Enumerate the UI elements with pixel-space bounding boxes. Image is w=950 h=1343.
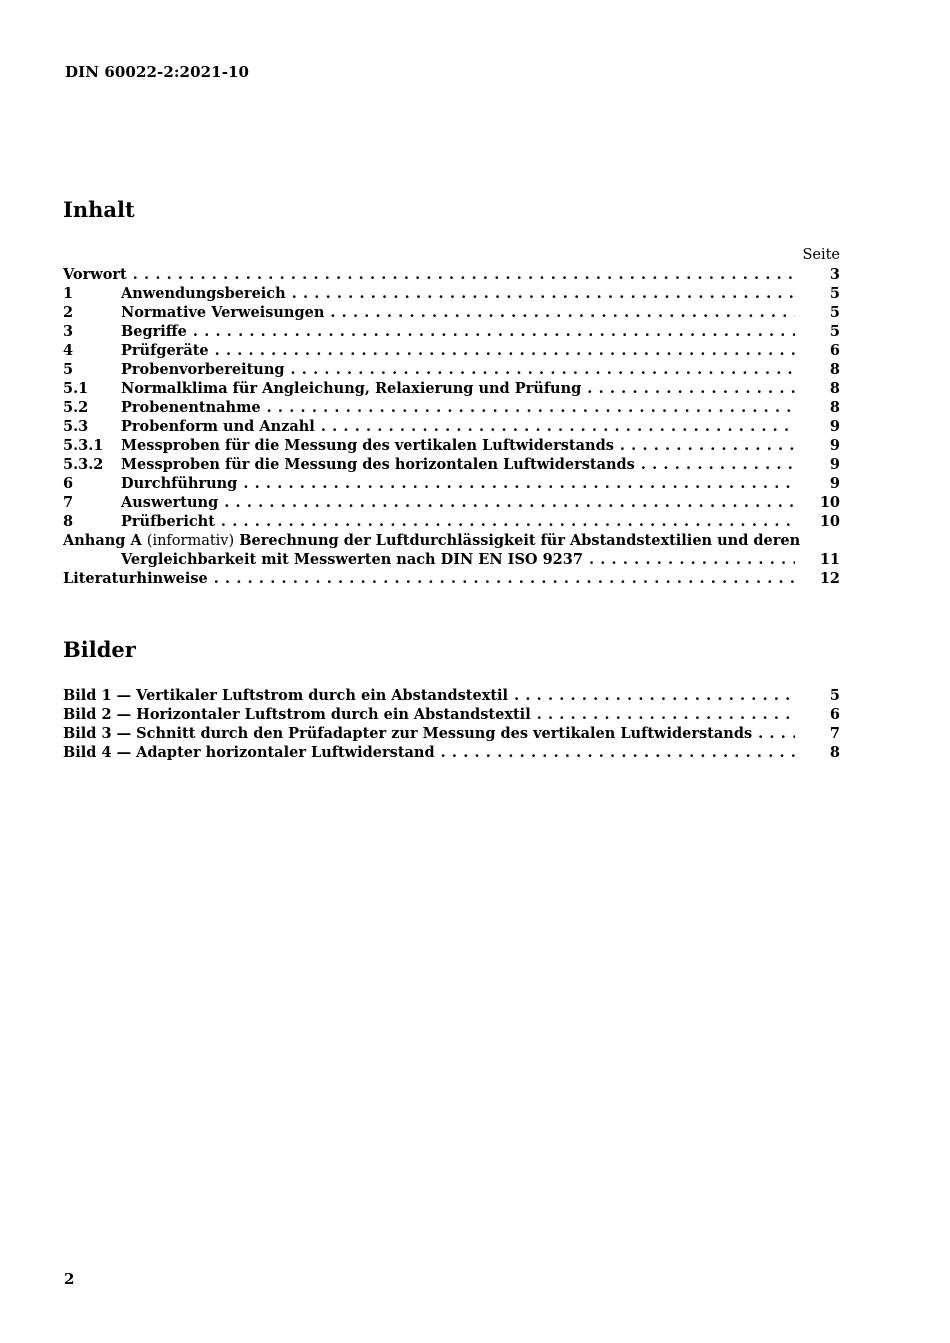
toc-entry-bibliography[interactable] [63, 569, 840, 588]
figure-entry[interactable] [63, 724, 840, 743]
toc-leader [63, 724, 795, 743]
figure-page: 7 [829, 725, 840, 742]
toc-entry[interactable] [63, 379, 840, 398]
toc-page: 6 [829, 342, 840, 359]
toc-title: Auswertung [121, 494, 219, 511]
toc-page: 12 [819, 570, 840, 587]
figure-title: Bild 3 — Schnitt durch den Prüfadapter zur Messung des vertikalen Luftwiderstands [63, 725, 753, 742]
annex-label: Anhang A [63, 532, 142, 549]
figure-page: 8 [829, 744, 840, 761]
toc-title: Anwendungsbereich [121, 285, 286, 302]
toc-title: Messproben für die Messung des vertikalen Luftwiderstands [121, 437, 614, 454]
toc-number: 7 [63, 494, 74, 511]
figure-title: Bild 2 — Horizontaler Luftstrom durch ein Abstandstextil [63, 706, 531, 723]
annex-heading-line [63, 531, 800, 551]
toc-leader [121, 398, 795, 417]
toc-entry[interactable] [63, 284, 840, 303]
toc-leader [63, 686, 795, 705]
toc-entry[interactable] [63, 303, 840, 322]
toc-entry[interactable] [63, 474, 840, 493]
toc-entry[interactable] [63, 417, 840, 436]
figures-heading: Bilder [63, 637, 136, 662]
toc-title: Probenentnahme [121, 399, 261, 416]
toc-leader [121, 417, 795, 436]
toc-entry[interactable] [63, 341, 840, 360]
figure-title: Bild 4 — Adapter horizontaler Luftwiderstand [63, 744, 435, 761]
toc-page: 8 [829, 361, 840, 378]
toc-page: 10 [819, 494, 840, 511]
toc-page: 5 [829, 304, 840, 321]
figure-title: Bild 1 — Vertikaler Luftstrom durch ein Abstandstextil [63, 687, 509, 704]
toc-leader [121, 474, 795, 493]
toc-title: Probenform und Anzahl [121, 418, 315, 435]
toc-leader [121, 512, 795, 531]
toc-entry-annex-a[interactable] [63, 531, 840, 550]
toc-entry[interactable] [63, 436, 840, 455]
toc-title: Literaturhinweise [63, 570, 208, 587]
toc-title: Messproben für die Messung des horizontalen Luftwiderstands [121, 456, 635, 473]
toc-number: 5.3 [63, 418, 89, 435]
toc-entry[interactable] [63, 493, 840, 512]
toc-leader [121, 284, 795, 303]
toc-title: Vorwort [63, 266, 127, 283]
toc-leader [121, 493, 795, 512]
toc-number: 5.3.1 [63, 437, 104, 454]
toc-page: 9 [829, 475, 840, 492]
figure-page: 5 [829, 687, 840, 704]
toc-number: 3 [63, 323, 74, 340]
toc-entry[interactable] [63, 360, 840, 379]
toc-number: 1 [63, 285, 74, 302]
toc-title: Probenvorbereitung [121, 361, 285, 378]
toc-page: 9 [829, 418, 840, 435]
standard-id: DIN 60022-2:2021-10 [65, 63, 250, 81]
toc-page: 9 [829, 456, 840, 473]
figure-entry[interactable] [63, 743, 840, 762]
toc-leader [121, 360, 795, 379]
toc-leader [121, 303, 795, 322]
toc-page: 11 [819, 551, 840, 568]
toc-page: 5 [829, 285, 840, 302]
toc-entry[interactable] [63, 398, 840, 417]
annex-title-line2: Vergleichbarkeit mit Messwerten nach DIN EN ISO 9237 [121, 551, 583, 568]
toc-leader [63, 743, 795, 762]
toc-entry-foreword[interactable] [63, 265, 840, 284]
toc-leader [63, 705, 795, 724]
figure-page: 6 [829, 706, 840, 723]
table-of-contents [63, 265, 840, 588]
toc-entry[interactable] [63, 455, 840, 474]
toc-number: 5.3.2 [63, 456, 104, 473]
toc-title: Prüfgeräte [121, 342, 209, 359]
toc-number: 6 [63, 475, 74, 492]
figure-entry[interactable] [63, 686, 840, 705]
toc-page: 8 [829, 399, 840, 416]
toc-title: Prüfbericht [121, 513, 215, 530]
toc-leader [121, 550, 795, 569]
toc-leader [121, 322, 795, 341]
figure-entry[interactable] [63, 705, 840, 724]
toc-entry[interactable] [63, 512, 840, 531]
toc-number: 2 [63, 304, 74, 321]
toc-title: Normative Verweisungen [121, 304, 325, 321]
toc-entry[interactable] [63, 322, 840, 341]
toc-title: Begriffe [121, 323, 187, 340]
toc-number: 5.1 [63, 380, 89, 397]
toc-title: Durchführung [121, 475, 238, 492]
toc-leader [63, 265, 795, 284]
toc-number: 8 [63, 513, 74, 530]
toc-title: Normalklima für Angleichung, Relaxierung und Prüfung [121, 380, 582, 397]
toc-number: 5 [63, 361, 74, 378]
toc-leader [63, 569, 795, 588]
toc-page: 9 [829, 437, 840, 454]
toc-number: 4 [63, 342, 74, 359]
toc-leader [121, 379, 795, 398]
annex-title-line1: Berechnung der Luftdurchlässigkeit für Abstandstextilien und deren [239, 532, 801, 549]
toc-number: 5.2 [63, 399, 89, 416]
toc-leader [121, 341, 795, 360]
page-column-label: Seite [802, 247, 840, 263]
toc-leader [121, 436, 795, 455]
toc-page: 8 [829, 380, 840, 397]
toc-page: 5 [829, 323, 840, 340]
annex-type: (informativ) [146, 533, 235, 549]
toc-page: 10 [819, 513, 840, 530]
toc-page: 3 [829, 266, 840, 283]
toc-leader [121, 455, 795, 474]
contents-heading: Inhalt [63, 197, 135, 222]
page-number: 2 [64, 1270, 75, 1288]
toc-entry-annex-a-continued[interactable] [63, 550, 840, 569]
list-of-figures [63, 686, 840, 762]
